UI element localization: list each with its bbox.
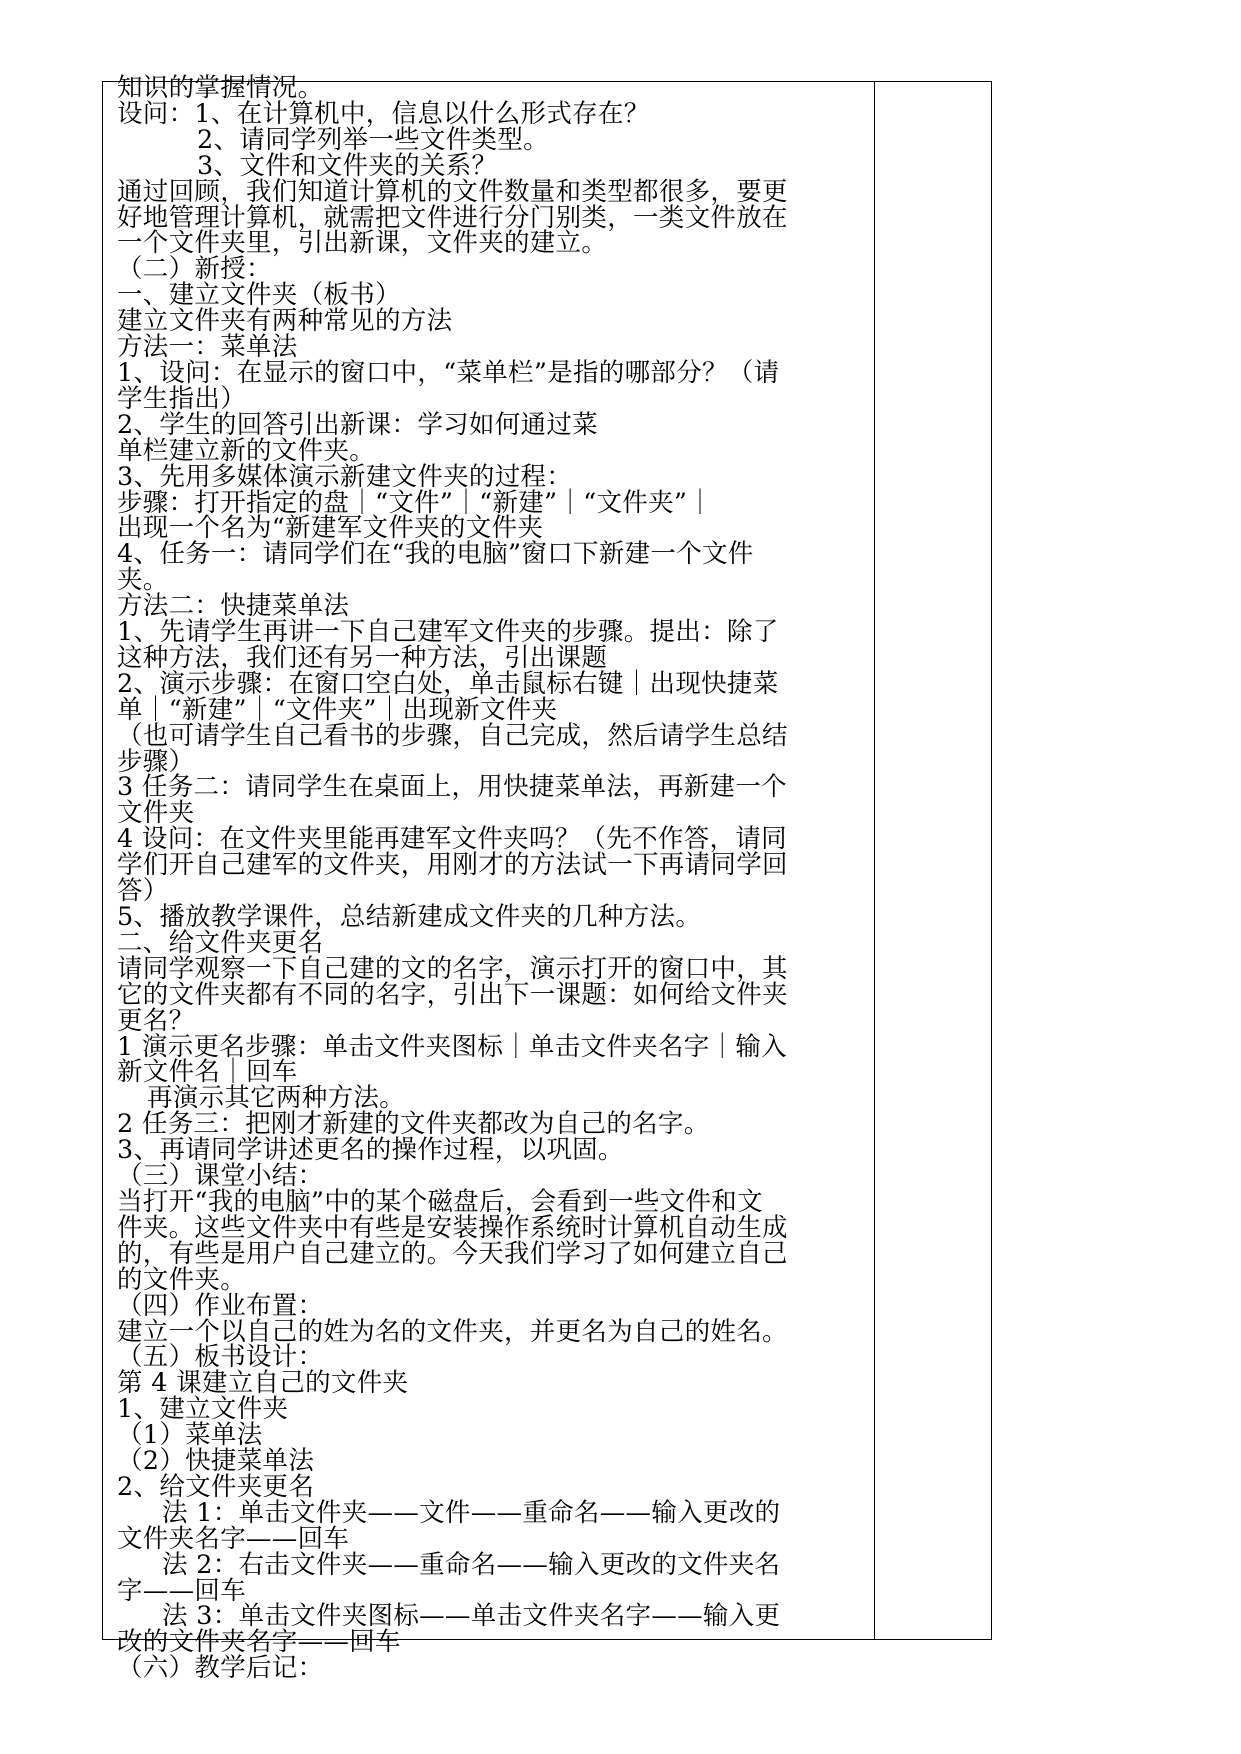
lesson-table [102, 73, 992, 1684]
text-line: 第 4 课建立自己的文件夹 [117, 1368, 409, 1399]
text-line: 步骤：打开指定的盘｜“文件”｜“新建”｜“文件夹”｜ [117, 487, 714, 518]
text-line: 答） [117, 876, 169, 907]
text-line: 学生指出） [117, 383, 247, 414]
text-line: 文件夹名字——回车 [117, 1523, 350, 1554]
text-line: 件夹。这些文件夹中有些是安装操作系统时计算机自动生成 [117, 1212, 788, 1243]
text-line: 1 演示更名步骤：单击文件夹图标｜单击文件夹名字｜输入 [117, 1031, 787, 1062]
text-line: 1、设问：在显示的窗口中，“菜单栏”是指的哪部分？（请 [117, 357, 780, 388]
text-line: 再演示其它两种方法。 [147, 1083, 406, 1114]
text-line: 步骤） [117, 746, 195, 777]
text-line: 好地管理计算机，就需把文件进行分门别类，一类文件放在 [117, 202, 788, 233]
text-line: 2、给文件夹更名 [117, 1471, 315, 1502]
text-line: 文件夹 [117, 798, 195, 829]
text-line: 一、建立文件夹（板书） [117, 280, 401, 311]
lesson-content-cell [117, 73, 865, 1684]
text-line: 4、任务一：请同学们在“我的电脑”窗口下新建一个文件 [117, 539, 754, 570]
text-line: 2、请同学列举一些文件类型。 [197, 124, 549, 155]
text-line: 2、学生的回答引出新课：学习如何通过菜 [117, 409, 598, 440]
text-line: （2）快捷菜单法 [117, 1446, 315, 1477]
text-line: 3、文件和文件夹的关系？ [197, 150, 498, 181]
text-line: 方法二：快捷菜单法 [117, 591, 350, 622]
text-line: 新文件名｜回车 [117, 1057, 298, 1088]
text-line: 建立一个以自己的姓为名的文件夹，并更名为自己的姓名。 [117, 1316, 788, 1347]
text-line: 通过回顾，我们知道计算机的文件数量和类型都很多，要更 [117, 176, 788, 207]
text-line: 它的文件夹都有不同的名字，引出下一课题：如何给文件夹 [117, 979, 788, 1010]
text-line: 单｜“新建”｜“文件夹”｜出现新文件夹 [117, 694, 558, 725]
text-line: 建立文件夹有两种常见的方法 [117, 306, 453, 337]
text-line: 知识的掌握情况。 [117, 73, 324, 103]
text-line: （1）菜单法 [117, 1420, 263, 1451]
text-line: 改的文件夹名字——回车 [117, 1627, 401, 1658]
text-line: （也可请学生自己看书的步骤，自己完成，然后请学生总结 [117, 720, 788, 751]
text-line: （五）板书设计： [117, 1342, 324, 1373]
text-line: （二）新授： [117, 254, 272, 285]
text-line: 2、演示步骤：在窗口空白处，单击鼠标右键｜出现快捷菜 [117, 668, 779, 699]
text-line: 1、建立文件夹 [117, 1394, 289, 1425]
text-line: 二、给文件夹更名 [117, 927, 324, 958]
text-line: 出现一个名为“新建军文件夹的文件夹 [117, 513, 544, 544]
text-line: 单栏建立新的文件夹。 [117, 435, 376, 466]
text-line: 请同学观察一下自己建的文的名字，演示打开的窗口中，其 [117, 953, 788, 984]
text-line: 当打开“我的电脑”中的某个磁盘后，会看到一些文件和文 [117, 1186, 763, 1217]
notes-cell [875, 82, 991, 1639]
text-line: 3 任务二：请同学生在桌面上，用快捷菜单法，再新建一个 [117, 772, 787, 803]
text-line: （三）课堂小结： [117, 1161, 324, 1192]
text-line: 的，有些是用户自己建立的。今天我们学习了如何建立自己 [117, 1238, 788, 1269]
text-line: 5、播放教学课件，总结新建成文件夹的几种方法。 [117, 902, 702, 932]
text-line: 4 设问：在文件夹里能再建军文件夹吗？（先不作答，请同 [117, 824, 787, 855]
text-line: 这种方法，我们还有另一种方法，引出课题 [117, 642, 608, 673]
text-line: 2 任务三：把刚才新建的文件夹都改为自己的名字。 [117, 1109, 710, 1140]
text-line: 法 2：右击文件夹——重命名——输入更改的文件夹名 [162, 1549, 781, 1580]
text-line: 3、先用多媒体演示新建文件夹的过程： [117, 461, 573, 492]
text-line: 方法一：菜单法 [117, 332, 298, 363]
text-line: 法 3：单击文件夹图标——单击文件夹名字——输入更 [162, 1601, 781, 1632]
text-line: （六）教学后记： [117, 1653, 324, 1684]
text-line: 3、再请同学讲述更名的操作过程，以巩固。 [117, 1135, 624, 1166]
text-line: 设问：1、在计算机中，信息以什么形式存在？ [117, 98, 650, 129]
text-line: 夹。 [117, 565, 169, 596]
text-line: 1、先请学生再讲一下自己建军文件夹的步骤。提出：除了 [117, 617, 779, 648]
text-line: 一个文件夹里，引出新课，文件夹的建立。 [117, 228, 608, 259]
text-line: 的文件夹。 [117, 1264, 247, 1295]
text-line: 字——回车 [117, 1575, 247, 1606]
text-line: 法 1：单击文件夹——文件——重命名——输入更改的 [162, 1497, 781, 1528]
text-line: （四）作业布置： [117, 1290, 324, 1321]
text-line: 学们开自己建军的文件夹，用刚才的方法试一下再请同学回 [117, 850, 788, 881]
text-line: 更名？ [117, 1005, 195, 1036]
